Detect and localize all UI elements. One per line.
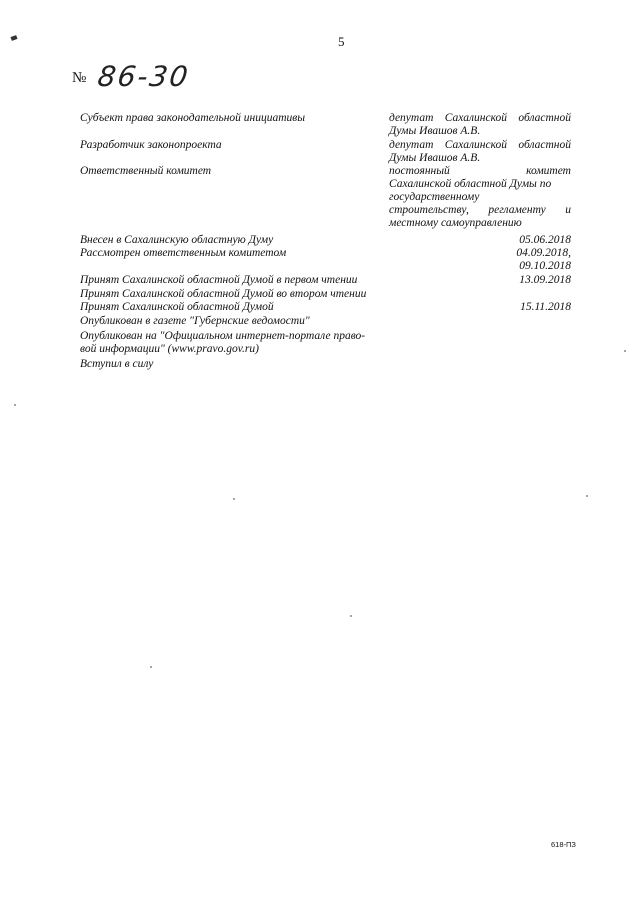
- first-reading-label: Принят Сахалинской областной Думой в первом чтении: [80, 274, 358, 286]
- published-portal-line-1: Опубликован на "Официальном интернет-портале право-: [80, 330, 366, 342]
- footer-code: 618-ПЗ: [551, 840, 576, 849]
- handwritten-number: 86-30: [95, 60, 192, 93]
- adopted-date: 15.11.2018: [520, 301, 571, 313]
- committee-value: [389, 165, 571, 230]
- committee-line-2: Сахалинской областной Думы по: [389, 178, 552, 190]
- committee-line-5: местному самоуправлению: [389, 217, 522, 229]
- scan-speck: [624, 350, 626, 352]
- scan-speck: [350, 615, 352, 617]
- subject-label: Субъект права законодательной инициативы: [80, 112, 306, 124]
- page-number: 5: [338, 34, 345, 49]
- published-portal-line-2: вой информации" (www.pravo.gov.ru): [80, 343, 259, 355]
- in-force-label: Вступил в силу: [80, 358, 154, 370]
- second-reading-label: Принят Сахалинской областной Думой во втором чтении: [80, 288, 367, 300]
- subject-line-1: депутат Сахалинской областной: [389, 112, 571, 124]
- scan-speck: [586, 495, 588, 497]
- subject-value: [389, 112, 571, 138]
- scan-speck: [233, 498, 235, 500]
- scan-speck: [150, 666, 152, 668]
- developer-line-2: Думы Ивашов А.В.: [389, 152, 481, 164]
- committee-line-1: постоянный комитет: [389, 165, 571, 177]
- developer-line-1: депутат Сахалинской областной: [389, 139, 571, 151]
- scan-speck: [14, 404, 16, 406]
- developer-value: [389, 139, 571, 165]
- considered-label: Рассмотрен ответственным комитетом: [80, 247, 287, 259]
- developer-label: Разработчик законопроекта: [80, 139, 222, 151]
- considered-date-1: 04.09.2018,: [516, 247, 571, 259]
- ink-mark: [10, 35, 17, 41]
- committee-label: Ответственный комитет: [80, 165, 212, 177]
- committee-line-4: строительству, регламенту и: [389, 204, 571, 216]
- considered-date-2: 09.10.2018: [519, 260, 571, 272]
- submitted-date: 05.06.2018: [519, 234, 571, 246]
- committee-line-3: государственному: [389, 191, 480, 203]
- published-gazette-label: Опубликован в газете "Губернские ведомости": [80, 315, 310, 327]
- number-sign: №: [72, 70, 87, 86]
- adopted-label: Принят Сахалинской областной Думой: [80, 301, 274, 313]
- subject-line-2: Думы Ивашов А.В.: [389, 125, 481, 137]
- first-reading-date: 13.09.2018: [519, 274, 571, 286]
- submitted-label: Внесен в Сахалинскую областную Думу: [80, 234, 274, 246]
